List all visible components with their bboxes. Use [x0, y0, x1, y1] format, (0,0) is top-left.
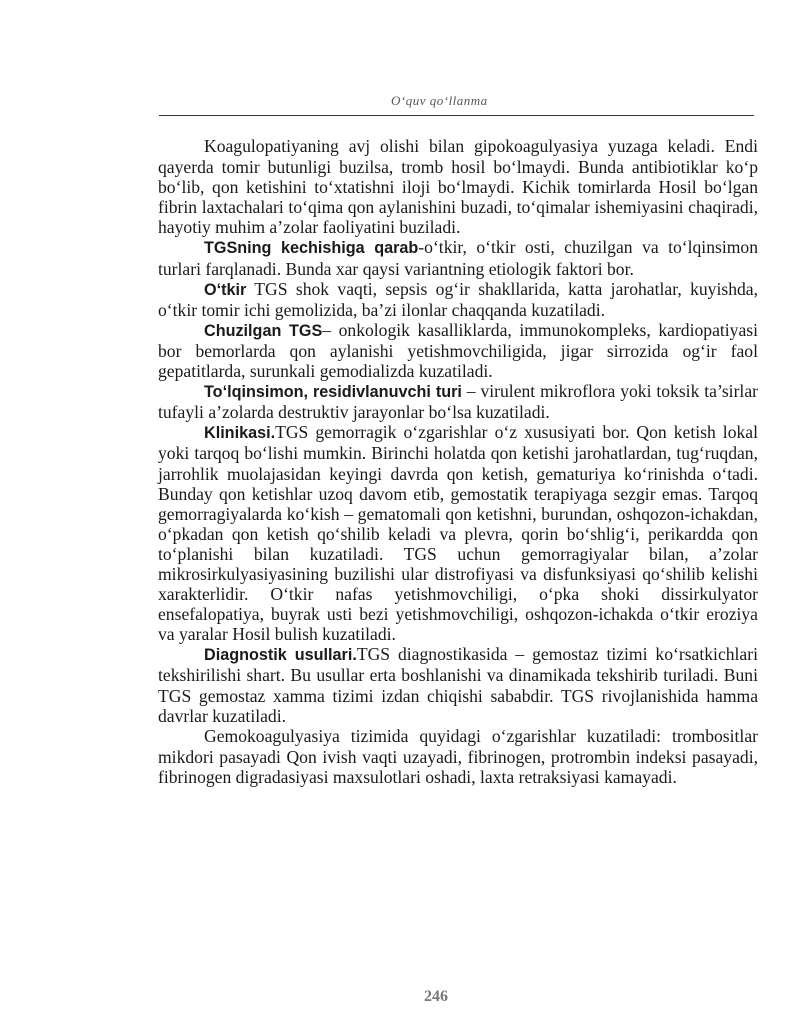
paragraph-clinical: [158, 422, 758, 644]
paragraph-hemocoagulation: [158, 726, 758, 787]
paragraph-text: Gemokoagulyasiya tizimida quyidagi o‘zgarishlar kuzatiladi: trombositlar mikdori pasayadi Qon ivish vaqti uzayadi, fibrinogen, protrombin indeksi pasayadi, fibrinogen digradasiyasi maxsulotlari oshadi, laxta retraksiyasi kamayadi.: [158, 725, 758, 787]
paragraph-lead: Chuzilgan TGS: [204, 321, 323, 340]
paragraph-lead: Klinikasi.: [204, 424, 276, 443]
page-number: 246: [424, 988, 448, 1005]
paragraph-lead: Diagnostik usullari.: [204, 646, 357, 665]
paragraph-text: Koagulopatiyaning avj olishi bilan gipokoagulyasiya yuzaga keladi. Endi qayerda tomir butunligi buzilsa, tromb hosil bo‘lmaydi. Bunda antibiotiklar ko‘p bo‘lib, qon ketishini to‘xtatishni iloji bo‘lmaydi. Kichik tomirlarda Hosil bo‘lgan fibrin laxtachalari to‘qima qon aylanishini buzadi, to‘qimalar ishemiyasini chaqiradi, hayotiy muhim a’zolar faoliyatini buziladi.: [158, 136, 758, 238]
paragraph-text: TGS shok vaqti, sepsis og‘ir shakllarida, katta jarohatlar, kuyishda, o‘tkir tomir ichi gemolizida, ba’zi ilonlar chaqqanda kuzatiladi.: [158, 278, 758, 320]
paragraph-text: -o‘tkir, o‘tkir osti, chuzilgan va to‘lqinsimon turlari farqlanadi. Bunda xar qaysi variantning etiologik faktori bor.: [158, 237, 759, 279]
paragraph-recurrent: [158, 381, 758, 422]
paragraph-lead: TGSning kechishiga qarab: [204, 239, 419, 258]
body-text: [158, 136, 758, 787]
paragraph-text: TGS gemorragik o‘zgarishlar o‘z xususiyati bor. Qon ketish lokal yoki tarqoq bo‘lishi mumkin. Birinchi holatda qon ketishi jarohatlardan, tug‘ruqdan, jarrohlik muolajasidan keyingi davrda qon ketish, gematuriya ko‘rinishda o‘tadi. Bunday qon ketishlar uzoq davom etib, gemostatik terapiyaga sezgir emas. Tarqoq gemorragiyalarda ko‘kish – gematomali qon ketishni, burundan, oshqozon-ichakdan, o‘pkadan qon ketish qo‘shilib keladi va plevra, qorin bo‘shlig‘i, perikardda qon to‘planishi bilan kuzatiladi. TGS uchun gemorragiyalar bilan, a’zolar mikrosirkulyasiyasining buzilishi ular distrofiyasi va disfunksiyasi qo‘shilib kelishi xarakterlidir. O‘tkir nafas yetishmovchiligi, o‘pka shoki dissirkulyator ensefalopatiya, buyrak usti bezi yetishmovchiligi, oshqozon-ichakda o‘tkir eroziya va yaralar Hosil bulish kuzatiladi.: [158, 422, 758, 645]
paragraph-lead: To‘lqinsimon, residivlanuvchi turi: [204, 383, 462, 402]
paragraph-acute: [158, 279, 758, 320]
paragraph-intro: [158, 136, 758, 237]
paragraph-course-types: [158, 237, 758, 278]
paragraph-text: – onkologik kasalliklarda, immunokompleks, kardiopatiyasi bor bemorlarda qon aylanishi yetishmovchiligida, jigar sirrozida og‘ir faol gepatitlarda, surunkali gemodializda kuzatiladi.: [158, 319, 759, 382]
paragraph-lead: O‘tkir: [204, 280, 247, 299]
paragraph-text: – virulent mikroflora yoki toksik ta’sirlar tufayli a’zolarda destruktiv jarayonlar bo‘lsa kuzatiladi.: [158, 381, 758, 423]
paragraph-prolonged: [158, 320, 758, 381]
paragraph-text: TGS diagnostikasida – gemostaz tizimi ko‘rsatkichlari tekshirilishi shart. Bu usullar erta boshlanishi va dinamikada tekshirib turiladi. Buni TGS gemostaz xamma tizimi izdan chiqishi sababdir. TGS rivojlanishida hamma davrlar kuzatiladi.: [158, 644, 758, 726]
header-rule: [159, 115, 754, 116]
running-header: O‘quv qo‘llanma: [391, 93, 488, 108]
paragraph-diagnostics: [158, 644, 758, 725]
